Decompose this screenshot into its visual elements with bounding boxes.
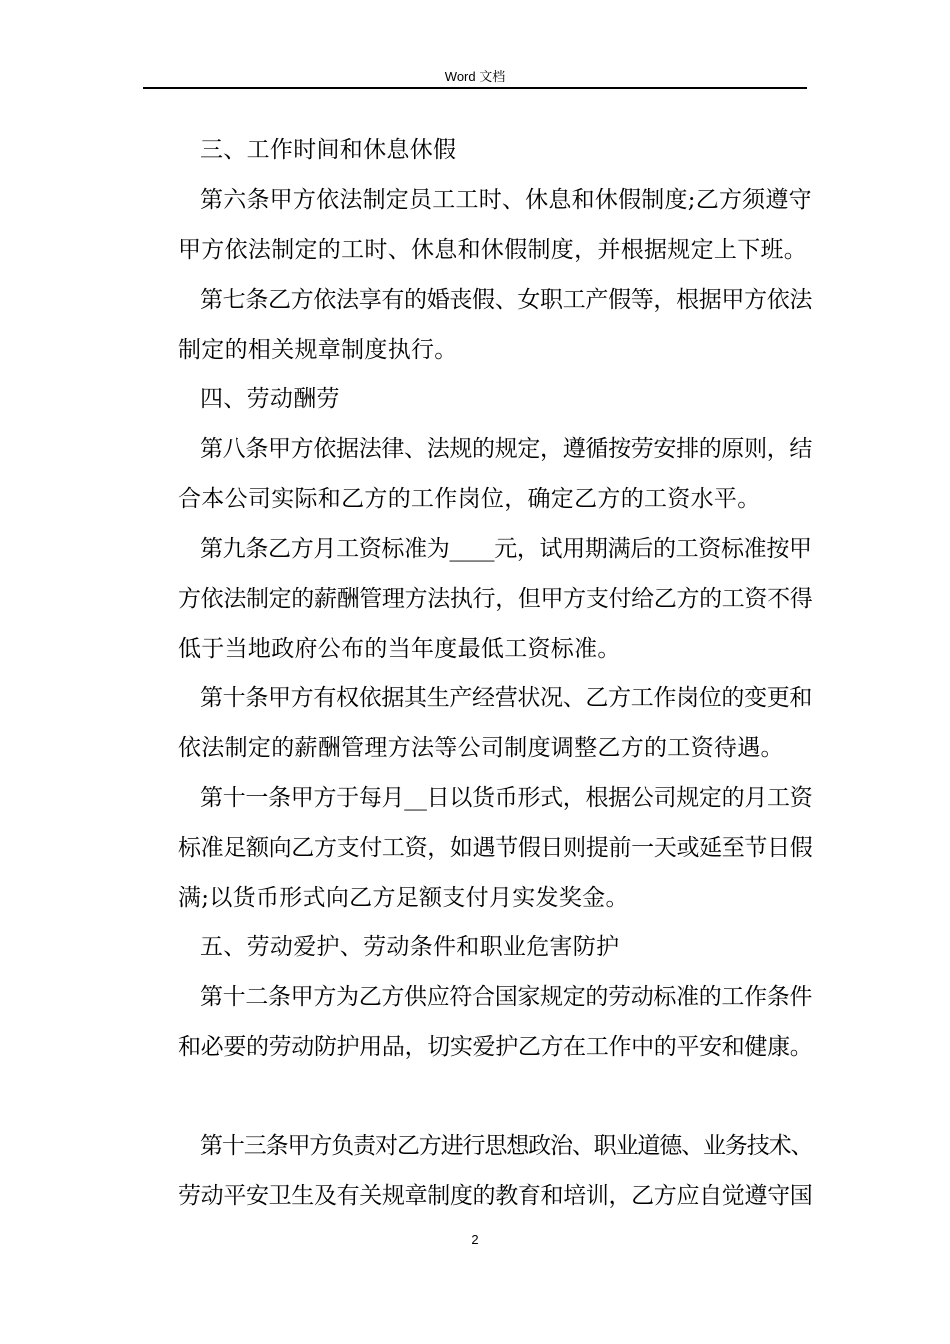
section-heading: 四、劳动酬劳	[200, 386, 340, 412]
paragraph-line: 标准足额向乙方支付工资，如遇节假日则提前一天或延至节日假	[178, 835, 813, 861]
header-divider	[143, 87, 807, 89]
paragraph-line: 和必要的劳动防护用品，切实爱护乙方在工作中的平安和健康。	[178, 1034, 813, 1060]
section-heading: 五、劳动爱护、劳动条件和职业危害防护	[200, 934, 620, 960]
paragraph-line: 依法制定的薪酬管理方法等公司制度调整乙方的工资待遇。	[178, 735, 784, 761]
paragraph-line: 方依法制定的薪酬管理方法执行，但甲方支付给乙方的工资不得	[178, 586, 813, 612]
paragraph-line: 甲方依法制定的工时、休息和休假制度，并根据规定上下班。	[178, 237, 808, 263]
paragraph-line: 第八条甲方依据法律、法规的规定，遵循按劳安排的原则，结	[200, 436, 813, 462]
paragraph-line: 第十一条甲方于每月__日以货币形式，根据公司规定的月工资	[200, 785, 813, 811]
document-header: Word 文档	[444, 69, 506, 84]
paragraph-line: 第七条乙方依法享有的婚丧假、女职工产假等，根据甲方依法	[200, 287, 813, 313]
paragraph-line: 劳动平安卫生及有关规章制度的教育和培训，乙方应自觉遵守国	[178, 1183, 813, 1209]
paragraph-line: 第十二条甲方为乙方供应符合国家规定的劳动标准的工作条件	[200, 984, 813, 1010]
page-number: 2	[471, 1232, 479, 1247]
paragraph-line: 第十条甲方有权依据其生产经营状况、乙方工作岗位的变更和	[200, 685, 813, 711]
paragraph-line: 第六条甲方依法制定员工工时、休息和休假制度;乙方须遵守	[200, 187, 812, 213]
paragraph-line: 第九条乙方月工资标准为____元，试用期满后的工资标准按甲	[200, 536, 812, 562]
paragraph-line: 制定的相关规章制度执行。	[178, 337, 458, 363]
section-heading: 三、工作时间和休息休假	[200, 137, 457, 163]
paragraph-line: 第十三条甲方负责对乙方进行思想政治、职业道德、业务技术、	[200, 1133, 813, 1159]
paragraph-line: 满;以货币形式向乙方足额支付月实发奖金。	[178, 885, 629, 911]
paragraph-line: 合本公司实际和乙方的工作岗位，确定乙方的工资水平。	[178, 486, 761, 512]
paragraph-line: 低于当地政府公布的当年度最低工资标准。	[178, 636, 621, 662]
